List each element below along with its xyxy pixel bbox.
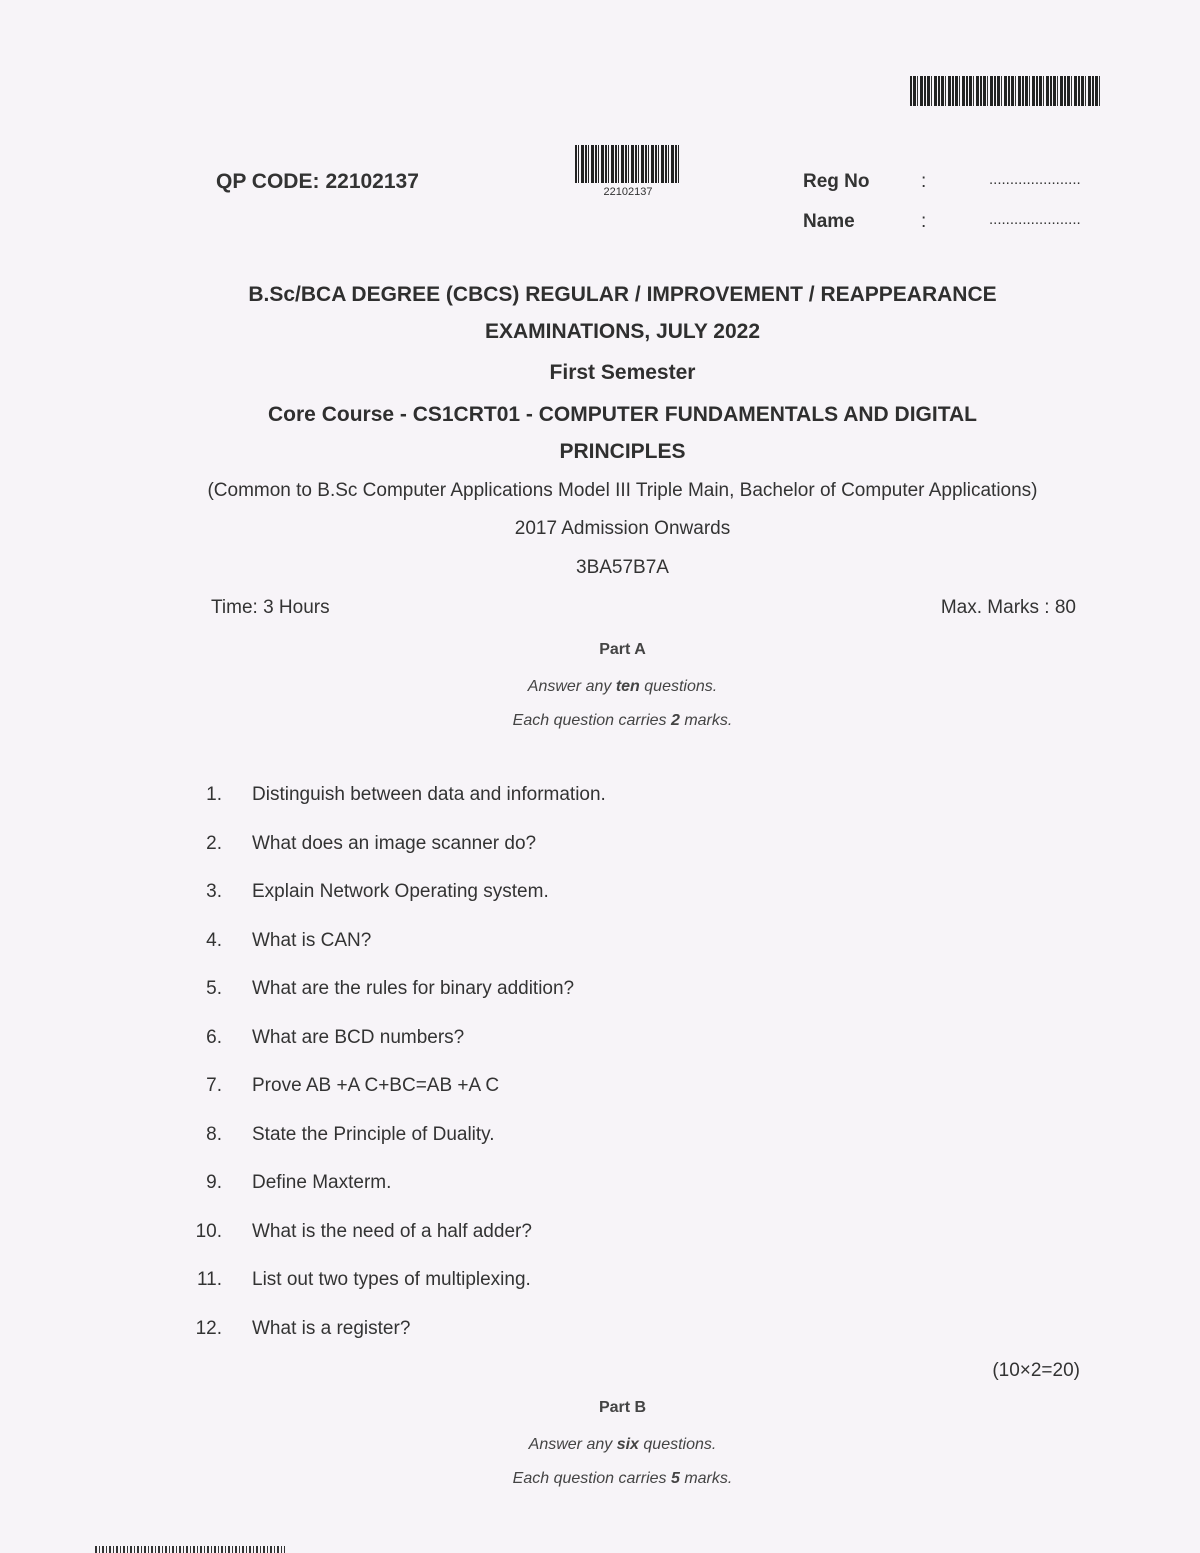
question-number: 1.: [206, 784, 222, 805]
name-colon: :: [921, 211, 927, 232]
question-number: 8.: [206, 1123, 222, 1145]
question-text: What are the rules for binary addition?: [252, 978, 575, 999]
question-text: What does an image scanner do?: [252, 832, 537, 854]
exam-title-line2: EXAMINATIONS, JULY 2022: [484, 320, 761, 343]
part-a-marks-value: 2: [670, 712, 680, 729]
question-number: 12.: [195, 1317, 222, 1339]
exam-title-line1: B.Sc/BCA DEGREE (CBCS) REGULAR / IMPROVEMENT / REAPPEARANCE: [248, 283, 997, 306]
course-title-line2: PRINCIPLES: [559, 440, 686, 463]
question-number: 10.: [195, 1220, 222, 1242]
question-number: 4.: [206, 929, 222, 951]
barcode-number: 22102137: [603, 186, 653, 198]
part-a-marks-post: marks.: [679, 712, 733, 729]
reg-no-label: Reg No: [803, 171, 870, 192]
qp-code-label: QP CODE:: [216, 170, 320, 193]
bottom-barcode-image: [95, 1546, 285, 1553]
part-b-instruction-post: questions.: [638, 1436, 717, 1453]
part-a-total: (10×2=20): [992, 1360, 1080, 1381]
qp-code: [216, 170, 419, 194]
question-number: 3.: [206, 881, 222, 902]
question-number: 6.: [206, 1026, 222, 1048]
part-a-heading: Part A: [599, 641, 646, 658]
part-a-marks-note: [0, 712, 1200, 730]
part-a-marks-pre: Each question carries: [512, 712, 671, 729]
question-text: What is a register?: [252, 1317, 411, 1339]
admission-note: 2017 Admission Onwards: [514, 518, 731, 539]
part-b-marks-value: 5: [670, 1470, 680, 1487]
question-text: Define Maxterm.: [252, 1172, 392, 1193]
paper-code: 3BA57B7A: [576, 557, 669, 578]
reg-no-colon: :: [921, 171, 927, 192]
question-text: What is the need of a half adder?: [252, 1220, 532, 1242]
top-barcode-image: [910, 76, 1100, 106]
question-number: 9.: [206, 1172, 222, 1193]
question-number: 7.: [206, 1075, 222, 1096]
question-text: Explain Network Operating system.: [252, 881, 549, 902]
question-text: List out two types of multiplexing.: [252, 1269, 531, 1290]
question-text: What is CAN?: [252, 929, 372, 951]
question-text: Prove AB +A C+BC=AB +A C: [252, 1075, 500, 1096]
part-a-instruction-count: ten: [615, 678, 640, 695]
part-a-instruction-pre: Answer any: [527, 678, 616, 695]
name-blank: ......................: [989, 211, 1081, 228]
name-row: [803, 211, 1081, 233]
question-number: 5.: [206, 978, 222, 999]
question-number: 11.: [196, 1269, 222, 1290]
exam-time: Time: 3 Hours: [211, 597, 330, 618]
max-marks: Max. Marks : 80: [940, 597, 1076, 618]
part-b-instruction-count: six: [616, 1436, 639, 1453]
part-b-instruction: [0, 1436, 1200, 1454]
reg-no-row: [803, 171, 1081, 193]
semester: First Semester: [549, 361, 696, 384]
part-a-instruction-post: questions.: [639, 678, 718, 695]
common-to-note: (Common to B.Sc Computer Applications Model III Triple Main, Bachelor of Computer Applications): [207, 480, 1038, 501]
question-text: What are BCD numbers?: [252, 1026, 465, 1048]
question-text: Distinguish between data and information.: [252, 784, 606, 805]
part-b-marks-pre: Each question carries: [512, 1470, 671, 1487]
part-a-instruction: [0, 678, 1200, 696]
part-b-instruction-pre: Answer any: [528, 1436, 617, 1453]
course-title-line1: Core Course - CS1CRT01 - COMPUTER FUNDAMENTALS AND DIGITAL: [268, 403, 977, 426]
part-b-marks-note: [0, 1470, 1200, 1488]
name-label: Name: [803, 211, 855, 232]
qp-barcode-image: [575, 145, 681, 183]
qp-code-value: 22102137: [325, 170, 419, 193]
part-b-marks-post: marks.: [679, 1470, 733, 1487]
question-text: State the Principle of Duality.: [252, 1123, 495, 1145]
part-b-heading: Part B: [598, 1399, 647, 1416]
reg-no-blank: ......................: [989, 171, 1081, 188]
question-number: 2.: [206, 832, 222, 854]
